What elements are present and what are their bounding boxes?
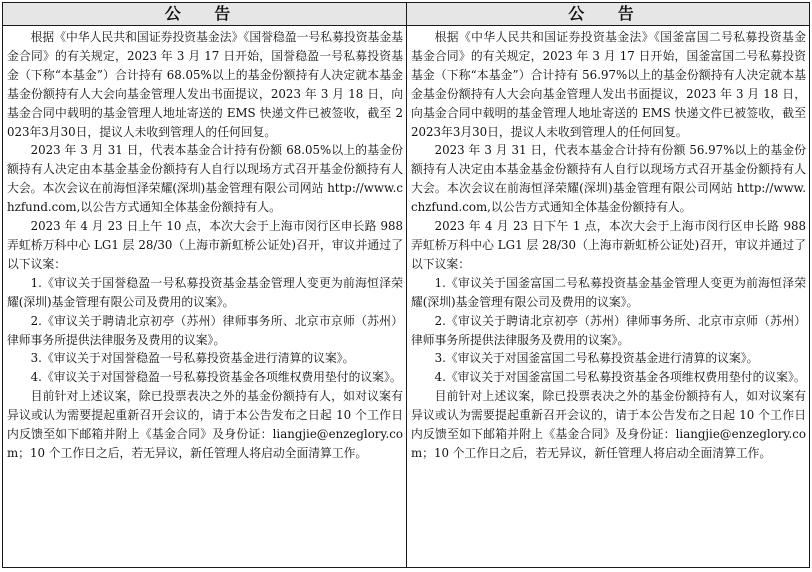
notice-title: 公 告 [3,3,406,26]
paragraph-objection-notice: 目前针对上述议案，除已投票表决之外的基金份额持有人，如对议案有异议或认为需要提起重新召开会议的，请于本公告发布之日起 10 个工作日内反馈至如下邮箱并附上《基金合同》及身份证：liangjie@enzeglory.com；10 个工作日之后，若无异议，新任管理人将启动全面清算工作。 [7,389,403,460]
paragraph-meeting-held: 2023 年 4 月 23 日上午 10 点，本次大会于上海市闵行区申长路 988 弄虹桥万科中心 LG1 层 28/30（上海市新虹桥公证处)召开，审议并通过了以下议案： [7,219,403,271]
proposal-item-2: 2.《审议关于聘请北京初亭（苏州）律师事务所、北京市京师（苏州）律师事务所提供法律服务及费用的议案》。 [411,313,806,347]
notice-body [7,28,403,463]
paragraph-meeting-held: 2023 年 4 月 23 日下午 1 点，本次大会于上海市闵行区申长路 988 弄虹桥万科中心 LG1 层 28/30（上海市新虹桥公证处)召开，审议并通过了以下议案： [411,219,806,271]
announcement-sheet [2,2,810,568]
notice-title: 公 告 [407,3,809,26]
paragraph-legal-basis: 根据《中华人民共和国证券投资基金法》《国誉稳盈一号私募投资基金基金合同》的有关规定，2023 年 3 月 17 日开始，国誉稳盈一号私募投资基金（下称“本基金”）合计持有 68.05%以上的基金份额持有人决定就本基金基金份额持有人大会向基金管理人发出书面提议，2023 年 3 月 18 日，向基金合同中载明的基金管理人地址寄送的 EMS 快递文件已被签收，截至 2023年3月30日，提议人未收到管理人的任何回复。 [7,30,403,139]
notice-right [406,3,809,567]
proposal-item-3: 3.《审议关于对国釜富国二号私募投资基金进行清算的议案》。 [434,351,759,366]
proposal-item-1: 1.《审议关于国誉稳盈一号私募投资基金基金管理人变更为前海恒泽荣耀(深圳)基金管理有限公司及费用的议案》。 [7,275,403,309]
paragraph-meeting-decision: 2023 年 3 月 31 日，代表本基金合计持有份额 68.05%以上的基金份额持有人决定由本基金基金份额持有人自行以现场方式召开基金份额持有人大会。本次会议在前海恒泽荣耀(深圳)基金管理有限公司网站 http://www.chzfund.com,以公告方式通知全体基金份额持有人。 [7,143,403,215]
proposal-item-2: 2.《审议关于聘请北京初亭（苏州）律师事务所、北京市京师（苏州）律师事务所提供法律服务及费用的议案》。 [7,313,403,347]
paragraph-legal-basis: 根据《中华人民共和国证券投资基金法》《国釜富国二号私募投资基金基金合同》的有关规定，2023 年 3 月 17 日开始，国釜富国二号私募投资基金（下称“本基金”）合计持有 56.97%以上的基金份额持有人决定就本基金基金份额持有人大会向基金管理人发出书面提议，2023 年 3 月 18 日，向基金合同中载明的基金管理人地址寄送的 EMS 快递文件已被签收，截至 2023年3月30日，提议人未收到管理人的任何回复。 [411,30,806,139]
notice-body [411,28,806,463]
proposal-item-4: 4.《审议关于对国釜富国二号私募投资基金各项维权费用垫付的议案》。 [434,370,806,385]
paragraph-objection-notice: 目前针对上述议案，除已投票表决之外的基金份额持有人，如对议案有异议或认为需要提起重新召开会议的，请于本公告发布之日起 10 个工作日内反馈至如下邮箱并附上《基金合同》及身份证：liangjie@enzeglory.com；10 个工作日之后，若无异议，新任管理人将启动全面清算工作。 [411,389,806,460]
paragraph-meeting-decision: 2023 年 3 月 31 日，代表本基金合计持有份额 56.97%以上的基金份额持有人决定由本基金基金份额持有人自行以现场方式召开基金份额持有人大会。本次会议在前海恒泽荣耀(深圳)基金管理有限公司网站 http://www.chzfund.com,以公告方式通知全体基金份额持有人。 [411,143,806,215]
proposal-item-1: 1.《审议关于国釜富国二号私募投资基金基金管理人变更为前海恒泽荣耀(深圳)基金管理有限公司及费用的议案》。 [411,275,806,309]
proposal-item-3: 3.《审议关于对国誉稳盈一号私募投资基金进行清算的议案》。 [30,351,355,366]
proposal-item-4: 4.《审议关于对国誉稳盈一号私募投资基金各项维权费用垫付的议案》。 [30,370,402,385]
notice-left [3,3,406,567]
